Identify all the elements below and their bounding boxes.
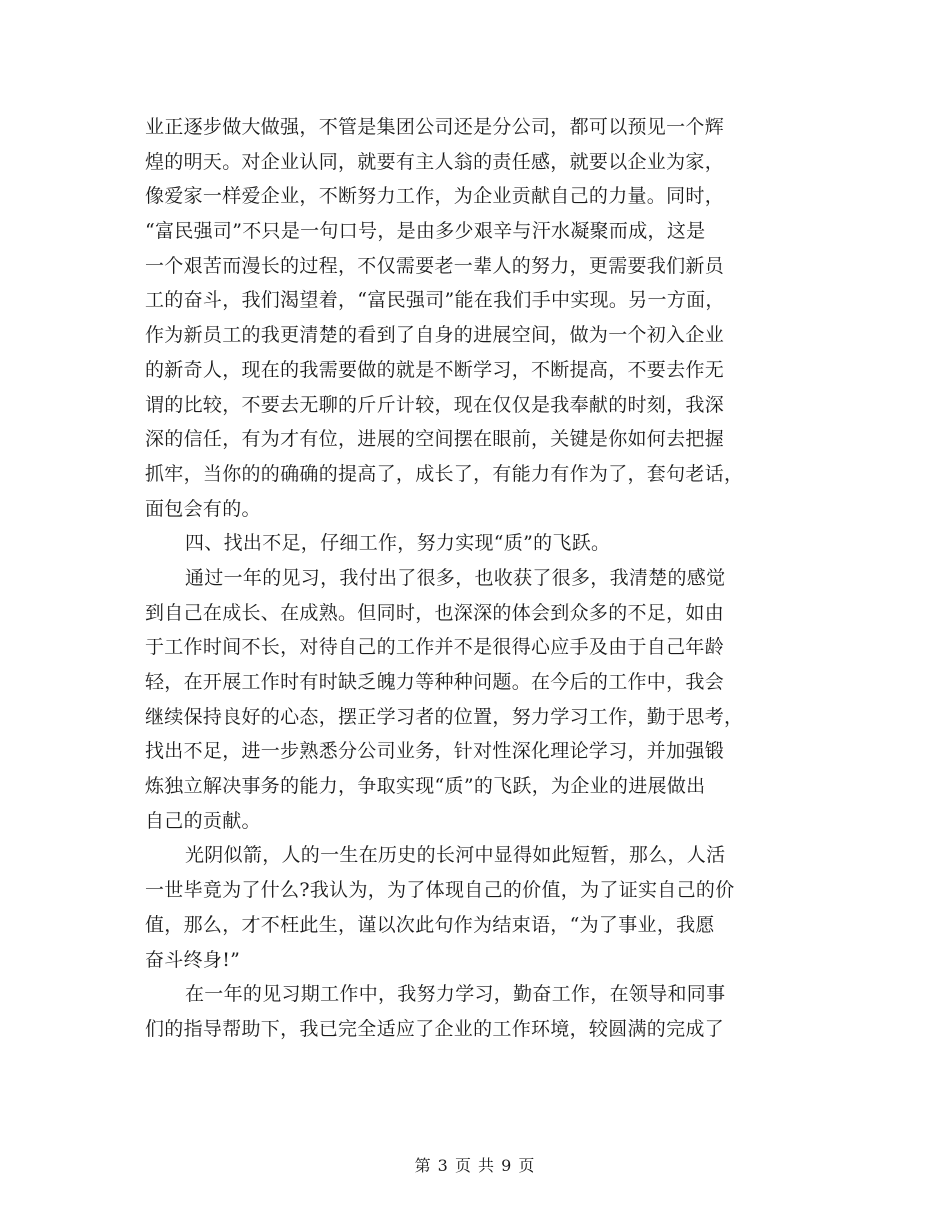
text-line: 一个艰苦而漫长的过程，不仅需要老一辈人的努力，更需要我们新员: [145, 254, 725, 277]
text-line: 像爱家一样爱企业，不断努力工作，为企业贡献自己的力量。同时，: [145, 185, 725, 208]
text-line: 到自己在成长、在成熟。但同时，也深深的体会到众多的不足，如由: [145, 601, 725, 624]
body-text: [145, 110, 805, 1047]
text-line: 工的奋斗，我们渴望着，“富民强司”能在我们手中实现。另一方面，: [145, 289, 725, 312]
text-line: 谓的比较，不要去无聊的斤斤计较，现在仅仅是我奉献的时刻，我深: [145, 393, 725, 416]
text-line: 们的指导帮助下，我已完全适应了企业的工作环境，较圆满的完成了: [145, 1017, 725, 1040]
text-line: 煌的明天。对企业认同，就要有主人翁的责任感，就要以企业为家，: [145, 150, 725, 173]
text-line: 作为新员工的我更清楚的看到了自身的进展空间，做为一个初入企业: [145, 324, 725, 347]
text-line: 奋斗终身!”: [145, 948, 241, 971]
text-line: 值，那么，才不枉此生，谨以次此句作为结束语，“为了事业，我愿: [145, 913, 715, 936]
text-line: 抓牢，当你的的确确的提高了，成长了，有能力有作为了，套句老话，: [145, 462, 744, 485]
text-line: 继续保持良好的心态，摆正学习者的位置，努力学习工作，勤于思考，: [145, 705, 744, 728]
text-line: 的新奇人，现在的我需要做的就是不断学习，不断提高，不要去作无: [145, 358, 725, 381]
text-line: 通过一年的见习，我付出了很多，也收获了很多，我清楚的感觉: [185, 566, 726, 589]
text-line: 业正逐步做大做强，不管是集团公司还是分公司，都可以预见一个辉: [145, 116, 725, 138]
text-line: 轻，在开展工作时有时缺乏魄力等种种问题。在今后的工作中，我会: [145, 671, 725, 693]
text-line: 在一年的见习期工作中，我努力学习，勤奋工作，在领导和同事: [185, 983, 726, 1006]
text-line: 光阴似箭，人的一生在历史的长河中显得如此短暂，那么，人活: [185, 844, 726, 867]
text-line: “富民强司”不只是一句口号，是由多少艰辛与汗水凝聚而成，这是: [145, 220, 706, 243]
text-line: 深的信任，有为才有位，进展的空间摆在眼前，关键是你如何去把握: [145, 428, 725, 451]
page-number-footer: 第 3 页 共 9 页: [414, 1156, 536, 1175]
text-line: 一世毕竟为了什么?我认为，为了体现自己的价值，为了证实自己的价: [145, 879, 735, 902]
text-line: 自己的贡献。: [145, 809, 261, 832]
text-line: 找出不足，进一步熟悉分公司业务，针对性深化理论学习，并加强锻: [145, 740, 725, 763]
section-heading: 四、找出不足，仔细工作，努力实现“质”的飞跃。: [185, 532, 611, 555]
text-line: 面包会有的。: [145, 497, 261, 520]
text-line: 炼独立解决事务的能力，争取实现“质”的飞跃，为企业的进展做出: [145, 775, 706, 798]
text-line: 于工作时间不长，对待自己的工作并不是很得心应手及由于自己年龄: [145, 636, 725, 659]
